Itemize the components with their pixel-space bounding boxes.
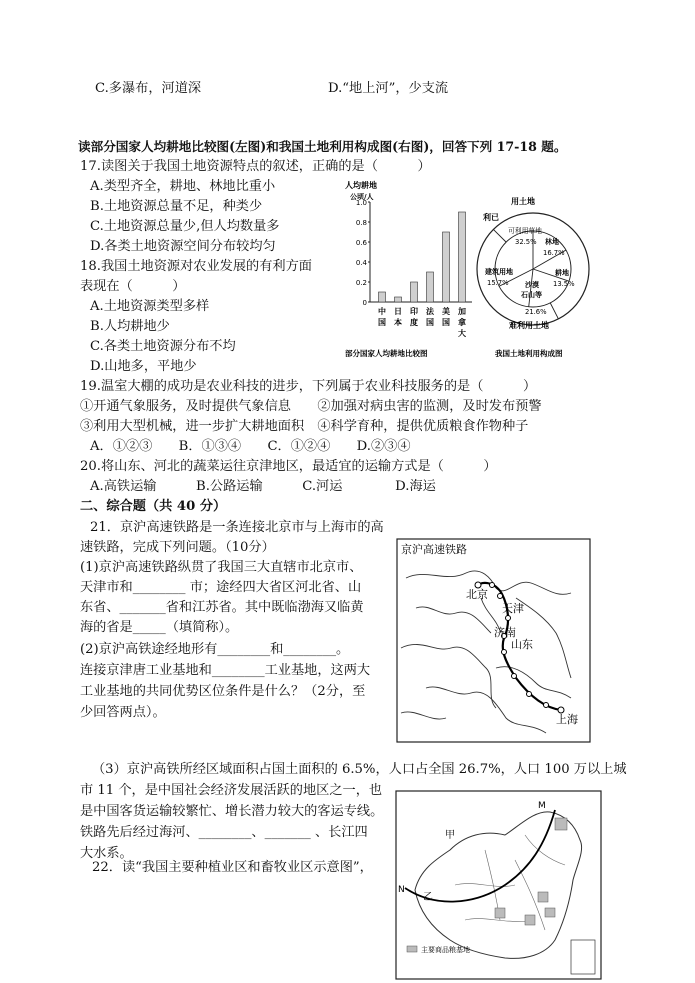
label-n: N (398, 885, 405, 895)
q18-option-a: A.土地资源类型多样 (90, 299, 210, 314)
q17-option-c: C.土地资源总量少,但人均数量多 (90, 219, 280, 234)
q21-line-4: 天津市和________ 市；途经四大省区河北省、山 (80, 580, 362, 595)
label-yi: 乙 (423, 892, 433, 903)
bar-category-5-2: 大 (458, 329, 466, 338)
q22-line-1: 22．读“我国主要种植业区和畜牧业区示意图”， (92, 860, 373, 875)
q18-option-b: B.人均耕地少 (90, 319, 170, 334)
q19-stem: 19.温室大棚的成功是农业科技的进步，下列属于农业科技服务的是（ ） (80, 379, 537, 394)
q20-choices: A.高铁运输 B.公路运输 C.河运 D.海运 (90, 479, 436, 494)
pie-label-desert-1: 沙漠 (525, 281, 539, 289)
bar-chart-bars (379, 212, 466, 302)
pie-value-forest: 16.7% (543, 249, 565, 257)
pie-value-building: 15.7% (487, 279, 509, 287)
per-capita-farmland-bar-chart (340, 178, 475, 360)
bar-1 (395, 297, 402, 302)
pie-value-farmland: 13.5% (553, 280, 575, 288)
q17-option-a: A.类型齐全，耕地、林地比重小 (90, 179, 276, 194)
bar-category-2-0: 印 (410, 307, 418, 316)
q21-3-line-3: 是中国客货运输较繁忙、增长潜力较大的客运专线。 (80, 804, 384, 819)
bar-category-4-1: 国 (442, 318, 450, 327)
q21-line-3: (1)京沪高速铁路纵贯了我国三大直辖市北京市、 (80, 560, 363, 575)
label-shandong: 山东 (511, 638, 533, 651)
beijing-shanghai-railway-map (396, 538, 591, 743)
bar-category-2-1: 度 (410, 318, 418, 327)
q21-3-line-2: 市 11 个，是中国社会经济发展活跃的地区之一，也 (80, 783, 383, 798)
bar-0 (379, 292, 386, 302)
bar-category-3-1: 国 (426, 318, 434, 327)
legend-label: 主要商品粮基地 (421, 946, 470, 954)
bar-chart-ylabel-2: 公顷/人 (350, 193, 374, 201)
bar-ytick-0: 0 (362, 299, 367, 307)
bar-category-0-1: 国 (378, 318, 386, 327)
rail-map-title: 京沪高速铁路 (401, 543, 467, 556)
bar-chart-yticks (356, 199, 370, 307)
pie-label-building: 建筑用地 (485, 268, 513, 276)
q18-stem-2: 表现在（ ） (80, 279, 186, 294)
q21-line-9: 工业基地的共同优势区位条件是什么？（2分，至 (80, 684, 366, 699)
q21-line-1: 21．京沪高速铁路是一条连接北京市与上海市的高 (90, 520, 384, 535)
label-m: M (538, 801, 546, 811)
q19-options-3-4: ③利用大型机械，进一步扩大耕地面积 ④科学育种，提供优质粮食作物种子 (80, 419, 529, 434)
q21-line-6: 海的省是_____（填简称）。 (80, 620, 239, 635)
pie-outer-bottom-label: 难利用土地 (509, 321, 549, 330)
china-agriculture-map (395, 790, 602, 980)
bar-category-4-0: 美 (442, 307, 450, 316)
q18-stem-1: 18.我国土地资源对农业发展的有利方面 (80, 259, 312, 274)
pie-chart-caption: 我国土地利用构成图 (495, 349, 563, 358)
bar-ytick-1: 0.2 (355, 279, 367, 287)
bar-chart-ylabel-1: 人均耕地 (345, 181, 377, 190)
bar-3 (427, 272, 434, 302)
label-shanghai: 上海 (556, 713, 578, 726)
q21-3-line-5: 大水系。 (80, 846, 133, 861)
pie-label-grassland: 可利用草地 (508, 227, 542, 235)
bar-category-5-1: 拿 (458, 318, 466, 327)
bar-ytick-4: 0.8 (355, 219, 367, 227)
q17-option-d: D.各类土地资源空间分布较均匀 (90, 239, 276, 254)
section-2-heading: 二、综合题（共 40 分） (80, 499, 227, 514)
legend-swatch (407, 946, 417, 952)
pie-label-forest: 林地 (545, 238, 559, 246)
q18-option-c: C.各类土地资源分布不均 (90, 339, 236, 354)
q20-stem: 20.将山东、河北的蔬菜运往京津地区，最适宜的运输方式是（ ） (80, 459, 497, 474)
bar-category-5-0: 加 (458, 307, 466, 316)
pie-outer-top-label: 用土地 (511, 197, 535, 206)
pie-label-farmland: 耕地 (555, 269, 569, 277)
bar-category-0-0: 中 (378, 307, 386, 316)
q21-line-8: 连接京津唐工业基地和________工业基地，这两大 (80, 663, 371, 678)
q21-line-2: 速铁路，完成下列问题。（10分） (80, 540, 275, 555)
bar-chart-caption: 部分国家人均耕地比较图 (345, 349, 428, 358)
bar-category-1-0: 日 (394, 307, 402, 316)
option-d: D.“地上河”，少支流 (328, 81, 449, 96)
bar-ytick-2: 0.4 (355, 259, 367, 267)
label-jia: 甲 (445, 830, 455, 841)
bar-ytick-5: 1.0 (355, 199, 367, 207)
option-c: C.多瀑布，河道深 (95, 81, 202, 96)
q21-line-5: 东省、_______省和江苏省。其中既临渤海又临黄 (80, 600, 364, 615)
pie-label-desert-2: 石山等 (521, 291, 542, 299)
q17-option-b: B.土地资源总量不足，种类少 (90, 199, 263, 214)
q19-choices: A．①②③ B．①③④ C．①②④ D.②③④ (90, 439, 411, 454)
label-jinan: 济南 (494, 626, 516, 639)
bar-ytick-3: 0.6 (355, 239, 367, 247)
land-use-pie-chart (475, 178, 595, 360)
bar-chart-categories (378, 306, 466, 338)
q19-options-1-2: ①开通气象服务，及时提供气象信息 ②加强对病虫害的监测，及时发布预警 (80, 399, 542, 414)
q18-option-d: D.山地多，平地少 (90, 359, 197, 374)
bar-category-3-0: 法 (426, 307, 434, 316)
q21-line-10: 少回答两点）。 (80, 705, 166, 720)
q17-stem: 17.读图关于我国土地资源特点的叙述，正确的是（ ） (80, 159, 431, 174)
pie-value-grassland: 32.5% (515, 238, 537, 246)
q21-line-7: (2)京沪高铁途经地形有________和________。 (80, 642, 350, 657)
bar-category-1-1: 本 (394, 318, 402, 327)
label-tianjin: 天津 (502, 602, 524, 615)
bar-5 (459, 212, 466, 302)
bar-2 (411, 282, 418, 302)
pie-outer-left-label: 利已 (483, 213, 499, 222)
q21-3-line-4: 铁路先后经过海河、________、_______ 、长江四 (80, 825, 368, 840)
pie-value-desert: 21.6% (525, 308, 547, 316)
q21-3-line-1: （3）京沪高铁所经区域面积占国土面积的 6.5%，人口占全国 26.7%，人口 100 万以上城 (92, 762, 627, 777)
intro-text: 读部分国家人均耕地比较图(左图)和我国土地利用构成图(右图)，回答下列 17-18 题。 (78, 139, 567, 154)
bar-4 (443, 232, 450, 302)
label-beijing: 北京 (466, 588, 488, 601)
